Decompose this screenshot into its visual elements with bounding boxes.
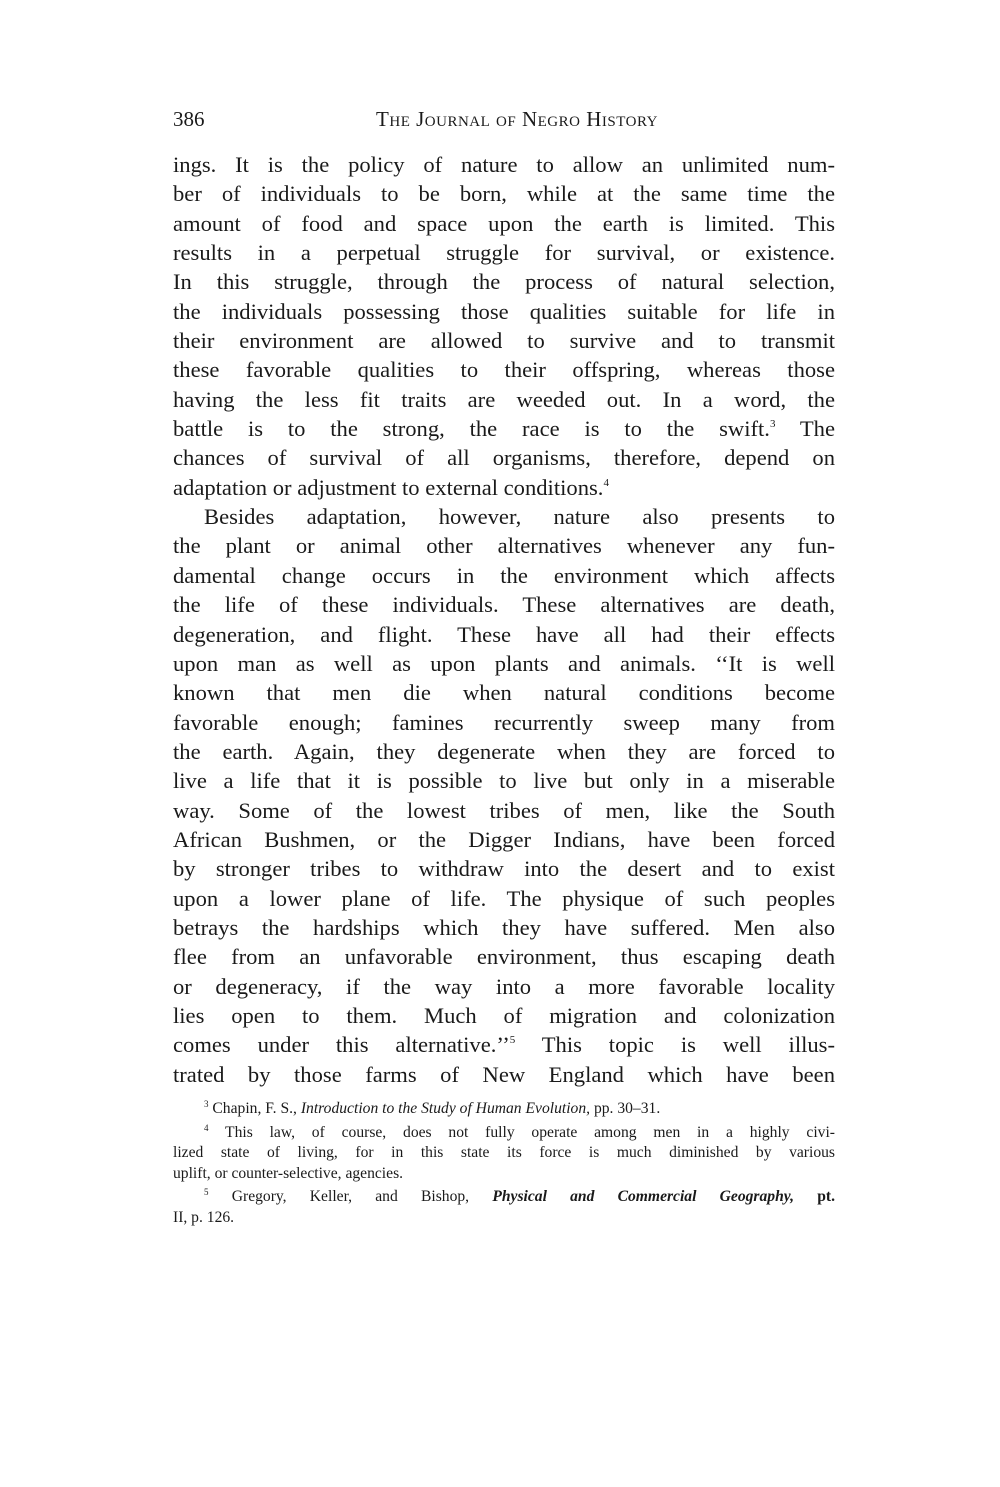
running-head bbox=[173, 104, 833, 134]
text-segment: The bbox=[799, 416, 835, 442]
text-line: amount of food and space upon the earth is limited. This bbox=[173, 210, 835, 236]
footnote-book-title: Physical and Commercial Geography, bbox=[492, 1188, 795, 1206]
text-line: results in a perpetual struggle for survival, or existence. bbox=[173, 240, 835, 266]
text-line: Besides adaptation, however, nature also presents to bbox=[204, 504, 835, 530]
footnote-4 bbox=[173, 1123, 835, 1144]
text-line bbox=[173, 473, 835, 502]
footnote-part: pt. bbox=[817, 1188, 836, 1206]
text-line bbox=[173, 1030, 835, 1059]
text-line bbox=[173, 414, 835, 443]
text-segment: This topic is well illus- bbox=[541, 1032, 835, 1058]
footnote-5 bbox=[173, 1187, 835, 1208]
journal-title: The Journal of Negro History bbox=[376, 107, 658, 131]
text-line: these favorable qualities to their offspring, whereas those bbox=[173, 357, 835, 383]
text-line: flee from an unfavorable environment, thus escaping death bbox=[173, 944, 835, 970]
text-line: betrays the hardships which they have suffered. Men also bbox=[173, 914, 835, 940]
footnote-line: uplift, or counter-selective, agencies. bbox=[173, 1164, 404, 1182]
text-line: way. Some of the lowest tribes of men, like the South bbox=[173, 797, 835, 823]
text-line: the earth. Again, they degenerate when they are forced to bbox=[173, 738, 835, 764]
footnote-3 bbox=[173, 1099, 835, 1120]
text-line: ber of individuals to be born, while at the same time the bbox=[173, 181, 835, 207]
footnote-author: Gregory, Keller, and Bishop, bbox=[231, 1188, 470, 1206]
footnote-ref: 3 bbox=[769, 418, 776, 431]
text-line: In this struggle, through the process of natural selection, bbox=[173, 269, 835, 295]
footnote-mark: 4 bbox=[204, 1122, 209, 1133]
footnote-text: This law, of course, does not fully operate among men in a highly civi- bbox=[225, 1123, 835, 1141]
text-line: by stronger tribes to withdraw into the desert and to exist bbox=[173, 856, 835, 882]
footnotes bbox=[173, 1099, 835, 1229]
text-line: upon a lower plane of life. The physique of such peoples bbox=[173, 885, 835, 911]
text-line: their environment are allowed to survive and to transmit bbox=[173, 328, 835, 354]
text-line: African Bushmen, or the Digger Indians, have been forced bbox=[173, 826, 835, 852]
text-segment: battle is to the strong, the race is to the swift. bbox=[173, 416, 770, 442]
text-line: ings. It is the policy of nature to allow an unlimited num- bbox=[173, 152, 835, 177]
text-segment: comes under this alternative.’’ bbox=[173, 1032, 510, 1058]
footnote-ref: 5 bbox=[509, 1034, 516, 1047]
text-line: the plant or animal other alternatives whenever any fun- bbox=[173, 533, 835, 559]
text-line: live a life that it is possible to live but only in a miserable bbox=[173, 768, 835, 794]
text-line: the life of these individuals. These alternatives are death, bbox=[173, 592, 835, 618]
text-line: the individuals possessing those qualities suitable for life in bbox=[173, 298, 835, 324]
text-line: upon man as well as upon plants and animals. ‘‘It is well bbox=[173, 650, 835, 676]
text-line: degeneration, and flight. These have all had their effects bbox=[173, 621, 835, 647]
text-line: lies open to them. Much of migration and colonization bbox=[173, 1002, 835, 1028]
text-line: damental change occurs in the environment which affects bbox=[173, 562, 835, 588]
footnote-book-title: Introduction to the Study of Human Evolution, bbox=[300, 1100, 591, 1117]
footnote-author: Chapin, F. S., bbox=[212, 1100, 297, 1117]
body-text bbox=[173, 150, 835, 1089]
text-line: favorable enough; famines recurrently sweep many from bbox=[173, 709, 835, 735]
footnote-line: lized state of living, for in this state its force is much diminished by various bbox=[173, 1144, 835, 1162]
text-line: or degeneracy, if the way into a more favorable locality bbox=[173, 973, 835, 999]
text-line: chances of survival of all organisms, therefore, depend on bbox=[173, 445, 835, 471]
footnote-ref: 4 bbox=[603, 476, 609, 489]
footnote-mark: 5 bbox=[204, 1187, 209, 1198]
page-number: 386 bbox=[173, 107, 205, 131]
text-segment: adaptation or adjustment to external conditions. bbox=[173, 474, 604, 500]
text-line: known that men die when natural conditions become bbox=[173, 680, 835, 706]
footnote-pages: pp. 30–31. bbox=[593, 1100, 661, 1117]
text-line: having the less fit traits are weeded out. In a word, the bbox=[173, 386, 835, 412]
text-line: trated by those farms of New England which have been bbox=[173, 1061, 835, 1087]
footnote-line: II, p. 126. bbox=[173, 1208, 235, 1226]
footnote-mark: 3 bbox=[204, 1099, 209, 1109]
